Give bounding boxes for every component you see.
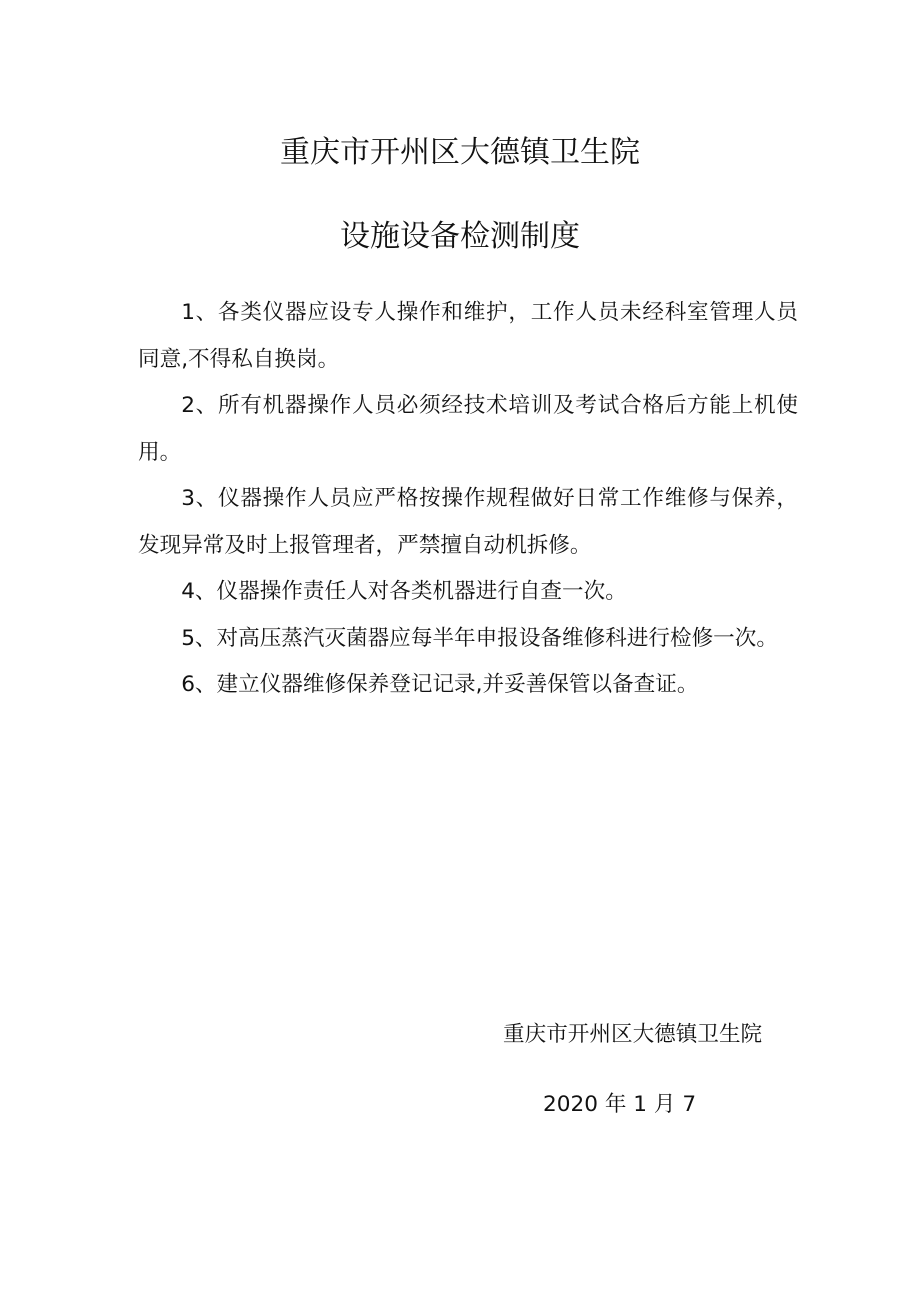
signature-date: 2020 年 1 月 7	[543, 1092, 697, 1117]
document-title: 设施设备检测制度	[340, 219, 580, 254]
rules-list	[138, 290, 798, 709]
rule-item-1: 1、各类仪器应设专人操作和维护，工作人员未经科室管理人员同意,不得私自换岗。	[138, 300, 798, 372]
rule-item-3: 3、仪器操作人员应严格按操作规程做好日常工作维修与保养，发现异常及时上报管理者，严禁擅自动机拆修。	[138, 486, 798, 558]
rule-item-5: 5、对高压蒸汽灭菌器应每半年申报设备维修科进行检修一次。	[181, 625, 778, 651]
rule-item-6: 6、建立仪器维修保养登记记录,并妥善保管以备查证。	[181, 672, 699, 697]
organization-title: 重庆市开州区大德镇卫生院	[280, 135, 640, 170]
rule-item-4: 4、仪器操作责任人对各类机器进行自查一次。	[181, 579, 627, 604]
signature-organization: 重庆市开州区大德镇卫生院	[503, 1022, 763, 1047]
rule-item-2: 2、所有机器操作人员必须经技术培训及考试合格后方能上机使用。	[138, 393, 798, 465]
